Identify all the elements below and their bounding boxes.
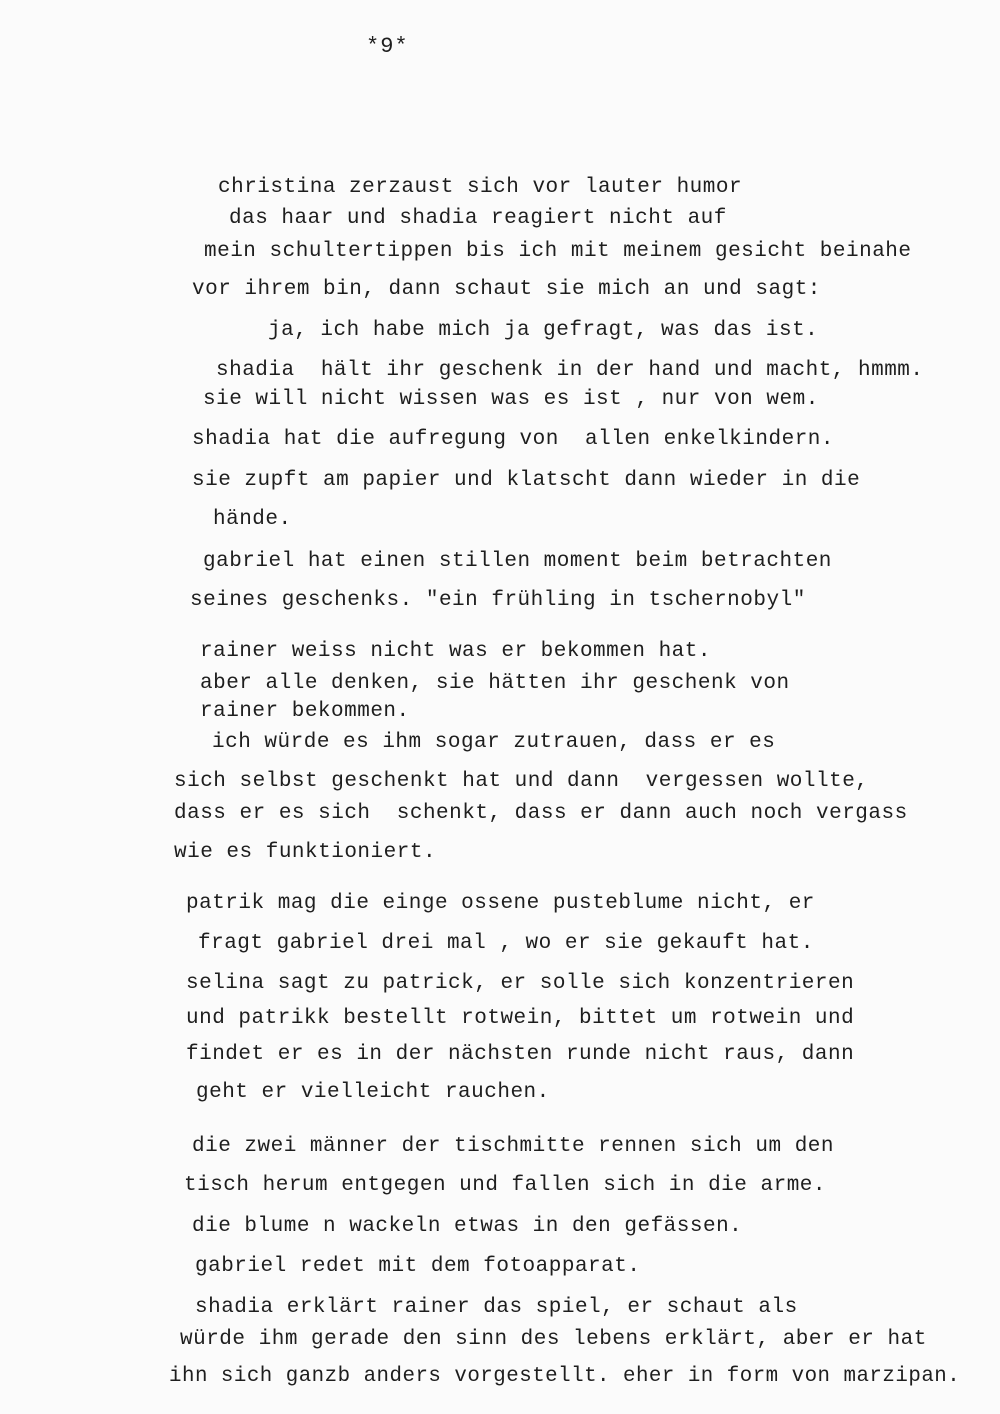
- text-line: ich würde es ihm sogar zutrauen, dass er es: [212, 731, 776, 754]
- text-line: wie es funktioniert.: [174, 841, 437, 864]
- text-line: sich selbst geschenkt hat und dann vergessen wollte,: [174, 770, 869, 793]
- text-line: ihn sich ganzb anders vorgestellt. eher in form von marzipan.: [169, 1365, 961, 1388]
- text-line: ja, ich habe mich ja gefragt, was das ist.: [268, 319, 819, 342]
- text-line: sie will nicht wissen was es ist , nur von wem.: [203, 388, 819, 411]
- text-line: christina zerzaust sich vor lauter humor: [218, 176, 743, 199]
- text-line: shadia erklärt rainer das spiel, er schaut als: [195, 1296, 798, 1319]
- text-line: sie zupft am papier und klatscht dann wieder in die: [192, 469, 861, 492]
- page-number: *9*: [366, 34, 409, 59]
- text-line: würde ihm gerade den sinn des lebens erklärt, aber er hat: [180, 1328, 927, 1351]
- text-line: aber alle denken, sie hätten ihr geschenk von: [200, 672, 790, 695]
- text-line: seines geschenks. "ein frühling in tschernobyl": [190, 589, 806, 612]
- text-line: patrik mag die einge ossene pusteblume nicht, er: [186, 892, 815, 915]
- text-line: dass er es sich schenkt, dass er dann auch noch vergass: [174, 802, 908, 825]
- text-line: gabriel redet mit dem fotoapparat.: [195, 1255, 641, 1278]
- text-line: tisch herum entgegen und fallen sich in die arme.: [184, 1174, 827, 1197]
- text-line: selina sagt zu patrick, er solle sich konzentrieren: [186, 972, 855, 995]
- text-line: rainer bekommen.: [200, 700, 410, 723]
- text-line: gabriel hat einen stillen moment beim betrachten: [203, 550, 832, 573]
- text-line: shadia hat die aufregung von allen enkelkindern.: [192, 428, 835, 451]
- text-line: shadia hält ihr geschenk in der hand und macht, hmmm.: [216, 359, 924, 382]
- text-line: hände.: [213, 508, 292, 531]
- text-line: das haar und shadia reagiert nicht auf: [229, 207, 727, 230]
- text-line: die blume n wackeln etwas in den gefässen.: [192, 1215, 743, 1238]
- text-line: findet er es in der nächsten runde nicht raus, dann: [186, 1043, 855, 1066]
- text-line: und patrikk bestellt rotwein, bittet um rotwein und: [186, 1007, 855, 1030]
- text-line: rainer weiss nicht was er bekommen hat.: [200, 640, 711, 663]
- text-line: die zwei männer der tischmitte rennen sich um den: [192, 1135, 835, 1158]
- text-line: vor ihrem bin, dann schaut sie mich an und sagt:: [192, 278, 821, 301]
- text-line: geht er vielleicht rauchen.: [196, 1081, 550, 1104]
- text-line: fragt gabriel drei mal , wo er sie gekauft hat.: [198, 932, 814, 955]
- text-line: mein schultertippen bis ich mit meinem gesicht beinahe: [204, 240, 912, 263]
